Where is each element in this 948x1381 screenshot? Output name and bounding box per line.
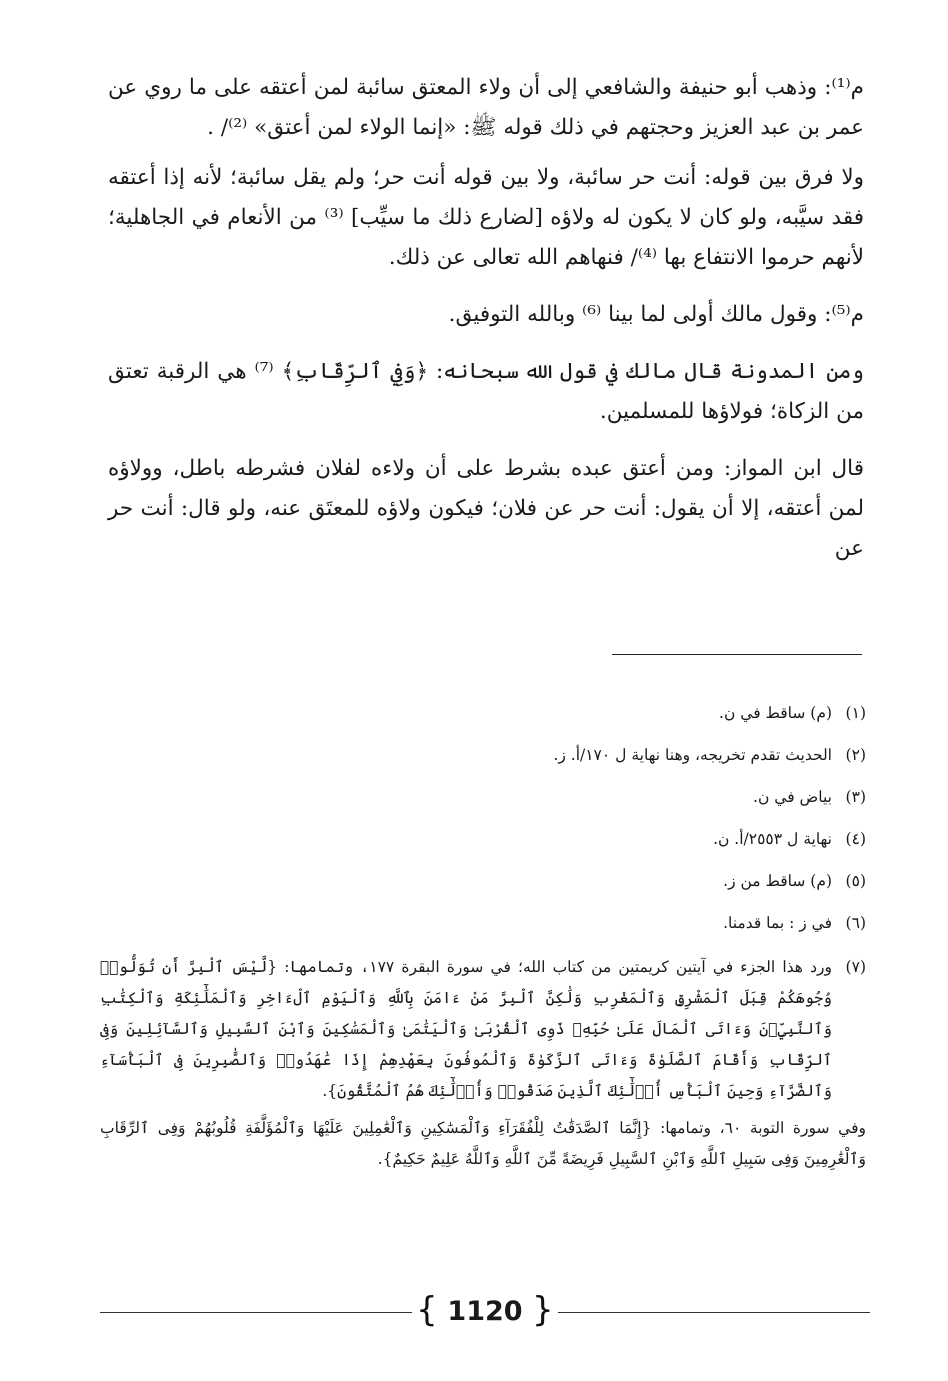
footnotes — [100, 700, 866, 1175]
main-text — [108, 68, 864, 586]
paragraph-5: قال ابن المواز: ومن أعتق عبده بشرط على أن ولاءه لفلان فشرطه باطل، وولاؤه لمن أعتقه، إلا أن يقول: أنت حر عن فلان؛ فيكون ولاؤه للمعتَق عنه، ولو قال: أنت حر عن — [108, 456, 864, 561]
paragraph-4: ومن المدونة قال مالك في قول الله سبحانه: ﴿وَفِي ٱلرِّقَابِ﴾ ⁽⁷⁾ هي الرقبة تعتق من الزكاة؛ فولاؤها للمسلمين. — [108, 359, 864, 424]
footnote-item — [100, 826, 866, 852]
footer-brace-right: } — [532, 1290, 554, 1330]
footnote-number: (٤) — [845, 830, 866, 848]
footer-rule-right — [558, 1312, 870, 1313]
footnote-number: (٣) — [845, 788, 866, 806]
footnote-text: الحديث تقدم تخريجه، وهنا نهاية ل ١٧٠/أ. ز. — [553, 746, 832, 764]
footnote-item — [100, 910, 866, 936]
footnote-item — [100, 742, 866, 768]
footnote-number: (١) — [845, 704, 866, 722]
footnote-separator — [612, 654, 862, 655]
paragraph-3: م⁽⁵⁾: وقول مالك أولى لما بينا ⁽⁶⁾ وبالله التوفيق. — [448, 302, 864, 327]
footer-brace-left: { — [416, 1290, 438, 1330]
footnote-text: بياض في ن. — [753, 788, 832, 806]
footnote-number: (٧) — [845, 958, 866, 976]
page-footer — [100, 1290, 870, 1340]
footer-rule-left — [100, 1312, 412, 1313]
footnote-item — [100, 952, 866, 1107]
footnote-text: في ز : بما قدمنا. — [723, 914, 832, 932]
footnote-text: (م) ساقط من ز. — [723, 872, 832, 890]
paragraph-2: ولا فرق بين قوله: أنت حر سائبة، ولا بين قوله أنت حر؛ ولم يقل سائبة؛ لأنه إذا أعتقه فقد سيَّبه، ولو كان لا يكون له ولاؤه [لضارع ذلك ما سيِّب] ⁽³⁾ من الأنعام في الجاهلية؛ لأنهم حرموا الانتفاع بها ⁽⁴⁾/ فنهاهم الله تعالى عن ذلك. — [108, 165, 864, 270]
footnote-text: (م) ساقط في ن. — [719, 704, 832, 722]
footnote-item — [100, 868, 866, 894]
page-number: 1120 — [447, 1296, 523, 1327]
footnote-number: (٦) — [845, 914, 866, 932]
paragraph-1: م⁽¹⁾: وذهب أبو حنيفة والشافعي إلى أن ولاء المعتق سائبة لمن أعتقه على ما روي عن عمر بن عبد العزيز وحجتهم في ذلك قوله ﷺ: «إنما الولاء لمن أعتق» ⁽²⁾/ . — [108, 75, 864, 140]
footnote-item — [100, 700, 866, 726]
footnote-number: (٢) — [845, 746, 866, 764]
footnote-item — [100, 784, 866, 810]
footnote-text: ورد هذا الجزء في آيتين كريمتين من كتاب الله؛ في سورة البقرة ١٧٧، وتمامها: {لَّيْسَ ٱلْبِرَّ أَن تُوَلُّوا۟ وُجُوهَكُمْ قِبَلَ ٱلْمَشْرِقِ وَٱلْمَغْرِبِ وَلَٰكِنَّ ٱلْبِرَّ مَنْ ءَامَنَ بِٱللَّهِ وَٱلْيَوْمِ ٱلْءَاخِرِ وَٱلْمَلَٰٓئِكَةِ وَٱلْكِتَٰبِ وَٱلنَّبِيِّۦنَ وَءَاتَى ٱلْمَالَ عَلَىٰ حُبِّهِۦ ذَوِى ٱلْقُرْبَىٰ وَٱلْيَتَٰمَىٰ وَٱلْمَسَٰكِينَ وَٱبْنَ ٱلسَّبِيلِ وَٱلسَّآئِلِينَ وَفِى ٱلرِّقَابِ وَأَقَامَ ٱلصَّلَوٰةَ وَءَاتَى ٱلزَّكَوٰةَ وَٱلْمُوفُونَ بِعَهْدِهِمْ إِذَا عَٰهَدُوا۟ وَٱلصَّٰبِرِينَ فِى ٱلْبَأْسَآءِ وَٱلضَّرَّآءِ وَحِينَ ٱلْبَأْسِ أُو۟لَٰٓئِكَ ٱلَّذِينَ صَدَقُوا۟ وَأُو۟لَٰٓئِكَ هُمُ ٱلْمُتَّقُونَ}. — [100, 958, 832, 1100]
footnote-text: نهاية ل ٢٥٥٣/أ. ن. — [713, 830, 832, 848]
footnote-number: (٥) — [845, 872, 866, 890]
footnote-7-continuation: وفي سورة التوبة ٦٠، وتمامها: {إِنَّمَا ٱلصَّدَقَٰتُ لِلْفُقَرَآءِ وَٱلْمَسَٰكِينِ وَٱلْعَٰمِلِينَ عَلَيْهَا وَٱلْمُؤَلَّفَةِ قُلُوبُهُمْ وَفِى ٱلرِّقَابِ وَٱلْغَٰرِمِينَ وَفِى سَبِيلِ ٱللَّهِ وَٱبْنِ ٱلسَّبِيلِ فَرِيضَةً مِّنَ ٱللَّهِ وَٱللَّهُ عَلِيمٌ حَكِيمٌ}. — [100, 1119, 866, 1168]
